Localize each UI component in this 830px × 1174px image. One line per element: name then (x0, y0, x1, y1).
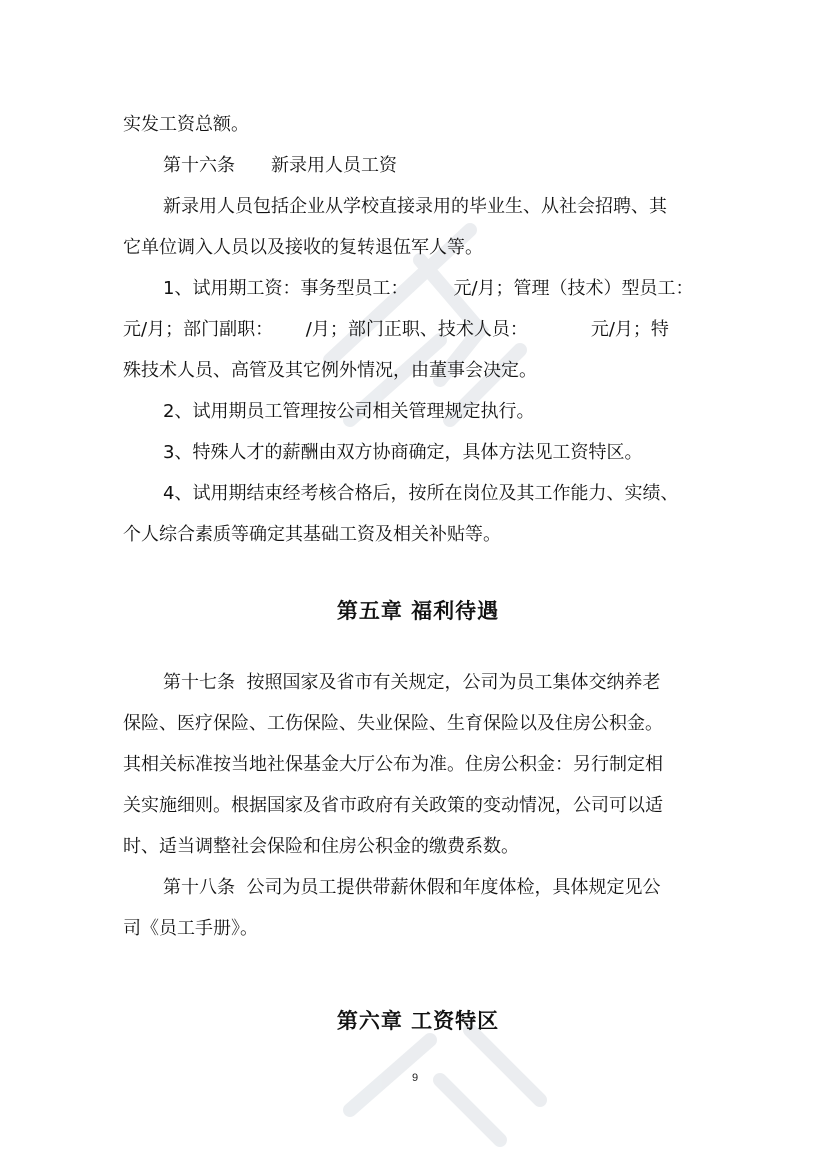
paragraph-line: 实发工资总额。 (123, 114, 249, 135)
article-18-line: 司《员工手册》。 (123, 918, 258, 939)
article-16-item-1-line: 元/月；部门副职： /月；部门正职、技术人员： 元/月；特 (123, 319, 669, 340)
article-16-heading: 第十六条 新录用人员工资 (163, 155, 397, 176)
article-17-line: 其相关标准按当地社保基金大厅公布为准。住房公积金：另行制定相 (123, 754, 663, 775)
article-16-item-3: 3、特殊人才的薪酬由双方协商确定，具体方法见工资特区。 (163, 442, 643, 463)
article-16-item-1-line: 殊技术人员、高管及其它例外情况，由董事会决定。 (123, 360, 537, 381)
article-17-line: 保险、医疗保险、工伤保险、失业保险、生育保险以及住房公积金。 (123, 713, 663, 734)
article-17-line: 第十七条 按照国家及省市有关规定，公司为员工集体交纳养老 (163, 672, 661, 693)
chapter-5-title: 第五章 福利待遇 (336, 599, 500, 623)
body-text (123, 104, 713, 1042)
article-16-intro-line: 它单位调入人员以及接收的复转退伍军人等。 (123, 237, 483, 258)
chapter-6-title: 第六章 工资特区 (336, 1009, 500, 1033)
article-16-item-1-line: 1、试用期工资：事务型员工： 元/月；管理（技术）型员工： (163, 278, 694, 299)
article-16-item-2: 2、试用期员工管理按公司相关管理规定执行。 (163, 401, 535, 422)
article-16-item-4-line: 4、试用期结束经考核合格后，按所在岗位及其工作能力、实绩、 (163, 483, 679, 504)
page-number: 9 (411, 1072, 419, 1084)
article-16-item-4-line: 个人综合素质等确定其基础工资及相关补贴等。 (123, 524, 501, 545)
article-16-intro-line: 新录用人员包括企业从学校直接录用的毕业生、从社会招聘、其 (163, 196, 667, 217)
article-18-line: 第十八条 公司为员工提供带薪休假和年度体检，具体规定见公 (163, 877, 661, 898)
article-17-line: 关实施细则。根据国家及省市政府有关政策的变动情况，公司可以适 (123, 795, 663, 816)
article-17-line: 时、适当调整社会保险和住房公积金的缴费系数。 (123, 836, 519, 857)
